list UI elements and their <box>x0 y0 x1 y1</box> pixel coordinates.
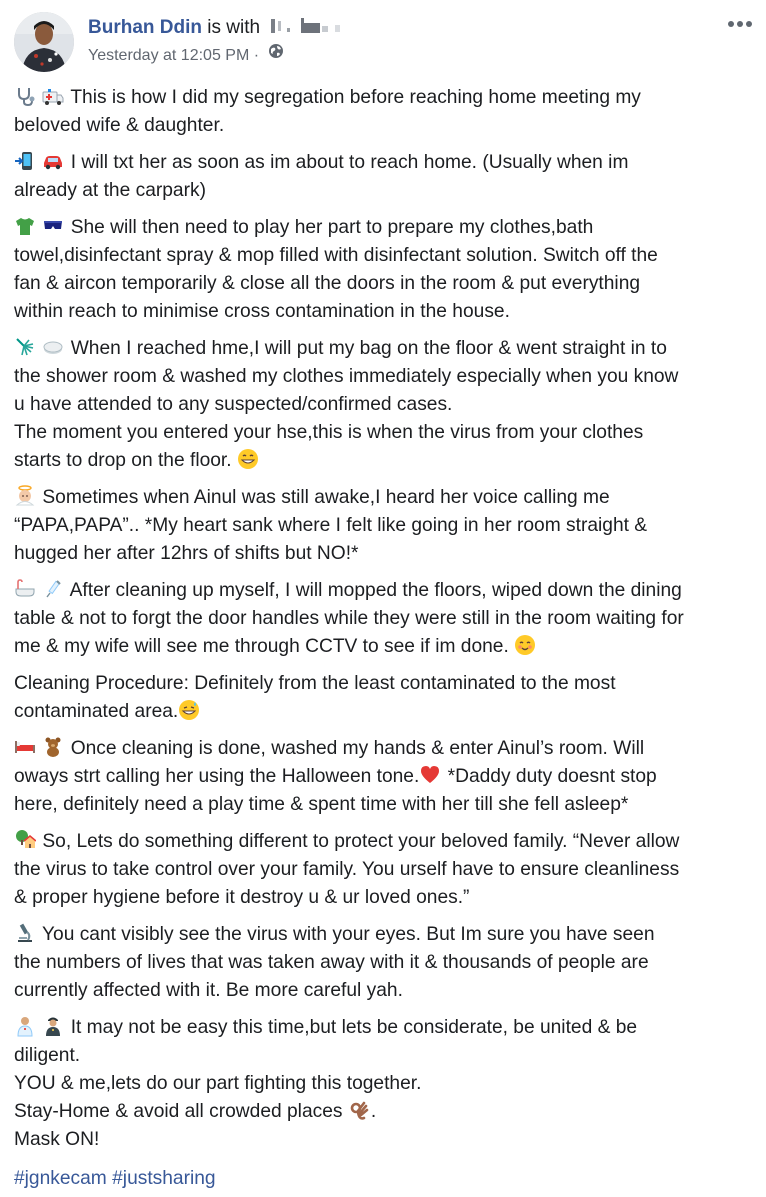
text-line: “PAPA,PAPA”.. *My heart sank where I felt like going in her room straight & <box>14 515 648 536</box>
paragraph-closing <box>14 1014 754 1154</box>
text-line: currently affected with it. Be more careful yah. <box>14 980 403 1001</box>
baby-angel-icon <box>14 485 36 507</box>
bed-icon <box>14 736 36 758</box>
redacted-tagged-name <box>269 16 361 36</box>
post-body <box>14 84 754 1193</box>
post-header <box>14 12 754 74</box>
text-segment: Once cleaning is done, washed my hands & enter Ainul’s room. Will <box>70 738 645 759</box>
text-segment: . <box>370 1101 377 1122</box>
bathtub-icon <box>14 578 36 600</box>
t-shirt-icon <box>14 215 36 237</box>
text-segment: Stay-Home & avoid all crowded places <box>14 1101 343 1122</box>
text-line <box>14 763 754 791</box>
text-segment: me & my wife will see me through CCTV to see if im done. <box>14 636 509 657</box>
text-line <box>14 447 754 475</box>
text-segment: She will then need to play her part to prepare my clothes,bath <box>70 217 594 238</box>
text-line: the virus to take control over your family. You urself have to ensure cleanliness <box>14 859 680 880</box>
text-segment: You cant visibly see the virus with your eyes. But Im sure you have seen <box>41 924 655 945</box>
text-line: diligent. <box>14 1045 81 1066</box>
text-segment: starts to drop on the floor. <box>14 450 232 471</box>
text-line: hugged her after 12hrs of shifts but NO!* <box>14 543 359 564</box>
timestamp[interactable]: Yesterday at 12:05 PM <box>88 47 250 65</box>
text-line <box>14 1014 754 1042</box>
text-line: Cleaning Procedure: Definitely from the least contaminated to the most <box>14 673 616 694</box>
text-line: & proper hygiene before it destroy u & ur loved ones.” <box>14 887 470 908</box>
text-line <box>14 577 754 605</box>
hashtags <box>14 1165 754 1193</box>
text-line <box>14 735 754 763</box>
text-line <box>14 484 754 512</box>
shorts-icon <box>42 215 64 237</box>
shower-icon <box>14 336 36 358</box>
paragraph-cleaning <box>14 577 754 661</box>
house-garden-icon <box>14 829 36 851</box>
avatar-photo-icon <box>14 12 74 72</box>
more-options-button[interactable] <box>726 14 754 34</box>
paragraph-virus-visibility <box>14 921 754 1005</box>
text-line: beloved wife & daughter. <box>14 115 225 136</box>
author-name[interactable]: Burhan Ddin <box>88 17 202 38</box>
paragraph-ainul-awake <box>14 484 754 568</box>
text-line: The moment you entered your hse,this is when the virus from your clothes <box>14 422 644 443</box>
text-line: towel,disinfectant spray & mop filled with disinfectant solution. Switch off the <box>14 245 658 266</box>
text-line <box>14 698 754 726</box>
red-heart-icon <box>419 764 441 786</box>
text-segment: It may not be easy this time,but lets be considerate, be united & be <box>70 1017 638 1038</box>
text-segment: I will txt her as soon as im about to reach home. (Usually when im <box>70 152 629 173</box>
stethoscope-icon <box>14 85 36 107</box>
police-officer-icon <box>42 1015 64 1037</box>
text-line <box>14 633 754 661</box>
text-line <box>14 214 754 242</box>
car-icon <box>42 150 64 172</box>
paragraph-cleaning-procedure <box>14 670 754 726</box>
syringe-icon <box>42 578 64 600</box>
text-line: within reach to minimise cross contamination in the house. <box>14 301 510 322</box>
text-line <box>14 828 754 856</box>
text-line: Mask ON! <box>14 1129 100 1150</box>
text-line: already at the carpark) <box>14 180 206 201</box>
text-line: fan & aircon temporarily & close all the doors in the room & put everything <box>14 273 641 294</box>
hashtag-link[interactable]: #justsharing <box>112 1168 216 1189</box>
hashtag-link[interactable]: #jgnkecam <box>14 1168 107 1189</box>
text-line: YOU & me,lets do our part fighting this together. <box>14 1073 422 1094</box>
grinning-face-icon <box>237 448 259 470</box>
paragraph-segregation <box>14 84 754 140</box>
paragraph-shower <box>14 335 754 475</box>
globe-icon[interactable] <box>268 43 284 65</box>
paragraph-prepare-clothes <box>14 214 754 326</box>
text-line: the numbers of lives that was taken away with it & thousands of people are <box>14 952 649 973</box>
text-segment: This is how I did my segregation before reaching home meeting my <box>70 87 641 108</box>
text-segment: oways strt calling her using the Halloween tone. <box>14 766 420 787</box>
paragraph-ainul-room <box>14 735 754 819</box>
microscope-icon <box>14 922 36 944</box>
text-line <box>14 1098 754 1126</box>
text-segment: After cleaning up myself, I will mopped the floors, wiped down the dining <box>69 580 682 601</box>
text-segment: When I reached hme,I will put my bag on the floor & went straight in to <box>70 338 667 359</box>
text-line <box>14 335 754 363</box>
text-line: the shower room & washed my clothes immediately especially when you know <box>14 366 679 387</box>
text-line: here, definitely need a play time & spent time with her till she fell asleep* <box>14 794 629 815</box>
ok-hand-icon <box>348 1099 370 1121</box>
with-text: is with <box>207 17 261 38</box>
text-segment: Sometimes when Ainul was still awake,I heard her voice calling me <box>42 487 610 508</box>
text-line <box>14 921 754 949</box>
paragraph-protect-family <box>14 828 754 912</box>
avatar[interactable] <box>14 12 74 72</box>
mobile-phone-icon <box>14 150 36 172</box>
sweat-smile-icon <box>178 699 200 721</box>
ambulance-icon <box>42 85 64 107</box>
soap-icon <box>42 336 64 358</box>
more-options-icon <box>726 14 754 34</box>
text-line: u have attended to any suspected/confirmed cases. <box>14 394 453 415</box>
teddy-bear-icon <box>42 736 64 758</box>
text-line: table & not to forgt the door handles while they were still in the room waiting for <box>14 608 684 629</box>
text-segment: *Daddy duty doesnt stop <box>447 766 657 787</box>
health-worker-icon <box>14 1015 36 1037</box>
meta-separator: · <box>253 47 260 65</box>
text-line <box>14 84 754 112</box>
blushing-face-icon <box>514 634 536 656</box>
text-segment: So, Lets do something different to protect your beloved family. “Never allow <box>42 831 680 852</box>
text-segment: contaminated area. <box>14 701 179 722</box>
post-meta <box>88 45 284 67</box>
author-line <box>88 16 361 40</box>
text-line <box>14 149 754 177</box>
paragraph-text-wife <box>14 149 754 205</box>
